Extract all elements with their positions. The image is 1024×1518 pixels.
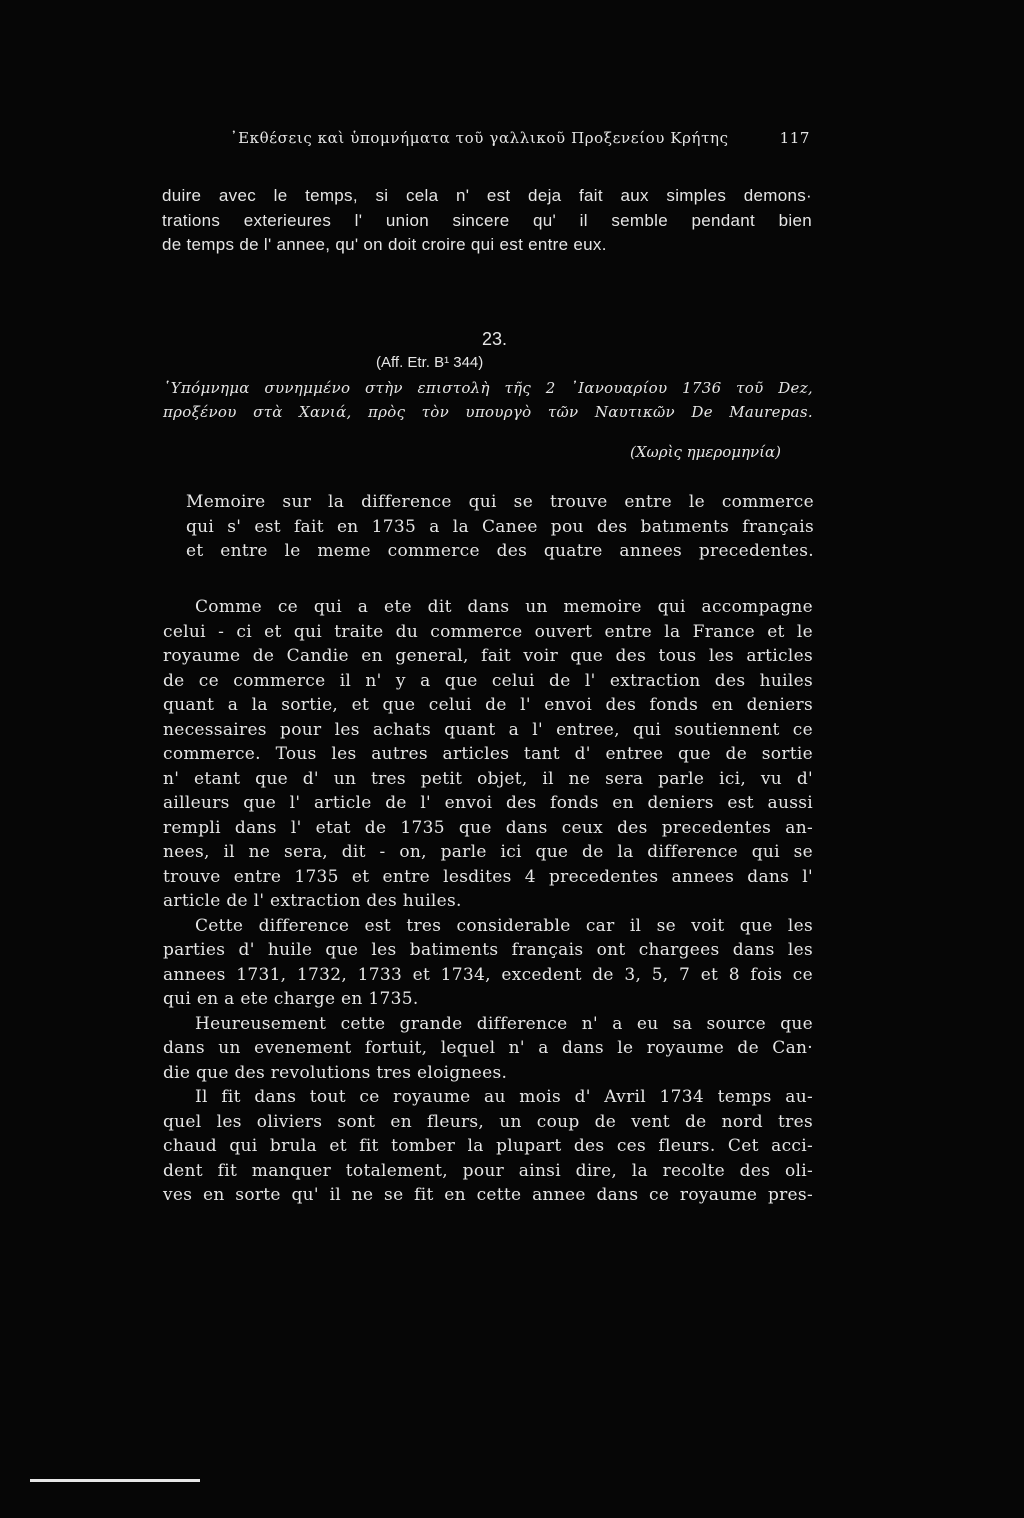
- text-line: Memoire sur la difference qui se trouve entre le commerce: [186, 492, 814, 512]
- text-line: dans un evenement fortuit, lequel n' a dans le royaume de Can·: [163, 1038, 813, 1058]
- text-line: dent fit manquer totalement, pour ainsi dire, la recolte des oli-: [163, 1160, 813, 1181]
- text-line: Heureusement cette grande difference n' a eu sa source que: [195, 1013, 813, 1034]
- text-line: Comme ce qui a ete dit dans un memoire qui accompagne: [195, 597, 813, 617]
- text-line: article de l' extraction des huiles.: [163, 891, 462, 911]
- greek-description: [163, 376, 813, 424]
- text-line: trations exterieures l' union sincere qu' il semble pendant bien: [162, 210, 812, 230]
- text-line: die que des revolutions tres eloignees.: [163, 1062, 508, 1083]
- text-line: duire avec le temps, si cela n' est deja fait aux simples demons·: [162, 186, 812, 205]
- running-title: ᾿Εκθέσεις καὶ ὑπομνήματα τοῦ γαλλικοῦ Προξενείου Κρήτης: [230, 129, 729, 147]
- intro-paragraph: [162, 184, 812, 258]
- text-line: προξένου στὰ Χανιά, πρὸς τὸν υπουργὸ τῶν Ναυτικῶν De Maurepas.: [163, 403, 813, 421]
- text-line: Cette difference est tres considerable car il se voit que les: [195, 915, 813, 936]
- text-line: quel les oliviers sont en fleurs, un coup de vent de nord tres: [163, 1111, 813, 1132]
- text-line: Il fit dans tout ce royaume au mois d' Avril 1734 temps au-: [195, 1087, 813, 1107]
- bottom-rule: [30, 1479, 200, 1482]
- body-text: [163, 595, 813, 1208]
- text-line: de temps de l' annee, qu' on doit croire qui est entre eux.: [162, 235, 607, 254]
- running-header: [230, 129, 810, 147]
- text-line: annees 1731, 1732, 1733 et 1734, excedent de 3, 5, 7 et 8 fois ce: [163, 964, 813, 985]
- text-line: et entre le meme commerce des quatre annees precedentes.: [186, 541, 814, 561]
- text-line: parties d' huile que les batiments français ont chargees dans les: [163, 940, 813, 960]
- archive-reference: (Aff. Etr. B¹ 344): [376, 354, 484, 371]
- text-line: quant a la sortie, et que celui de l' envoi des fonds en deniers: [163, 695, 813, 715]
- text-line: ailleurs que l' article de l' envoi des fonds en deniers est aussi: [163, 793, 813, 813]
- text-line: de ce commerce il n' y a que celui de l' extraction des huiles: [163, 670, 813, 691]
- text-line: commerce. Tous les autres articles tant d' entree que de sortie: [163, 744, 813, 764]
- text-line: ves en sorte qu' il ne se fit en cette annee dans ce royaume pres-: [163, 1185, 813, 1205]
- text-line: royaume de Candie en general, fait voir que des tous les articles: [163, 646, 813, 666]
- text-line: celui - ci et qui traite du commerce ouvert entre la France et le: [163, 621, 813, 642]
- page-number: 117: [779, 129, 810, 147]
- text-line: nees, il ne sera, dit - on, parle ici que de la difference qui se: [163, 842, 813, 862]
- text-line: trouve entre 1735 et entre lesdites 4 precedentes annees dans l': [163, 866, 813, 887]
- text-line: chaud qui brula et fit tomber la plupart des ces fleurs. Cet acci-: [163, 1136, 813, 1156]
- memoire-title: [186, 490, 814, 564]
- text-line: n' etant que d' un tres petit objet, il ne sera parle ici, vu d': [163, 768, 813, 789]
- text-line: ῾Υπόμνημα συνημμένο στὴν επιστολὴ τῆς 2 ᾿Ιανουαρίου 1736 τοῦ Dez,: [163, 379, 813, 397]
- date-note: (Χωρὶς ημερομηνία): [630, 443, 781, 461]
- text-line: qui en a ete charge en 1735.: [163, 989, 419, 1009]
- text-line: necessaires pour les achats quant a l' entree, qui soutiennent ce: [163, 719, 813, 740]
- text-line: rempli dans l' etat de 1735 que dans ceux des precedentes an-: [163, 817, 813, 838]
- document-number: 23.: [482, 329, 508, 349]
- text-line: qui s' est fait en 1735 a la Canee pou des batıments français: [186, 516, 814, 537]
